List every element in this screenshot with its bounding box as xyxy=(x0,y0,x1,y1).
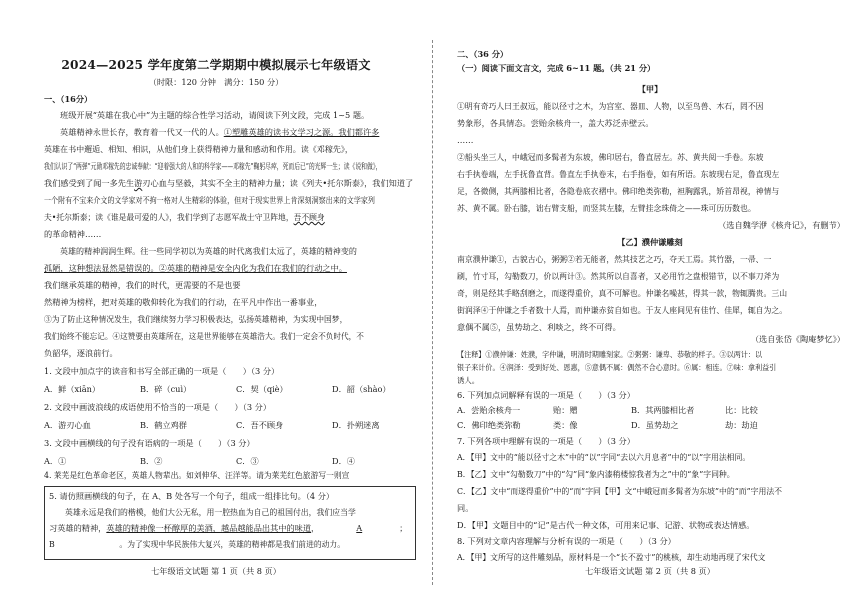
exam-title: 2024—2025 学年度第二学期期中模拟展示七年级语文 xyxy=(61,58,371,72)
q1-option-d: D．韶（shào） xyxy=(332,384,391,394)
question-4-line: 4. 莱芜是红色革命老区，英雄人物辈出。如刘伸华、汪洋等。请为莱芜红色旅游写一则宣 xyxy=(44,470,350,480)
p2-line: 我们始终不能忘记。④这赞要由英雄所在，这是世界能够在英雄浩大。我们一定会不负时代，不 xyxy=(44,331,364,341)
passage-jia-line: 苏、黄不属。卧右膝，诎右臂支船，而竖其左膝，左臂挂念珠倚之——珠可历历数也。 xyxy=(457,203,756,213)
q6-option-a: A．尝贻余核舟一 xyxy=(457,405,521,415)
p1-line: 夫•托尔斯泰；读《谁是最可爱的人》，我们学到了志愿军战士守卫阵地，吾不顾身 xyxy=(44,212,325,222)
q6-option-d: D．虽势劫之 xyxy=(631,420,679,430)
q6-option-b-gloss: 比：比较 xyxy=(725,405,758,415)
q6-option-a-gloss: 贻：赠 xyxy=(553,405,578,415)
q5-text: ； xyxy=(399,523,408,533)
p2-line xyxy=(44,263,347,274)
p1-underlined: ①塑雕英雄的读书文学习之源。我们都许多 xyxy=(223,127,380,137)
q1-option-b: B．碎（cuì） xyxy=(140,384,192,394)
p1-line: 一个附有不宝来介文的文学家对不拘一格对人生精彩的体验，但对于现实世界上肯深刻洞察出来的文学家列 xyxy=(44,195,375,205)
p2-line: 英雄的精神润润生辉。往一些同学初以为英雄的时代离我们太远了，英雄的精神变的 xyxy=(60,246,357,256)
passage-jia-source: （选自魏学洢《核舟记》，有删节） xyxy=(718,220,845,230)
q1-option-a: A．鲜（xiān） xyxy=(44,384,101,394)
question-3: 3. 文段中画横线的句子没有语病的一项是（ ）（3 分） xyxy=(44,438,255,448)
passage-jia-line: 右手执卷端，左手抚鲁直背。鲁直左手执卷末，右手指卷，如有所语。东坡现右足，鲁直现左 xyxy=(457,169,780,179)
q6-option-b: B．其两膝相比者 xyxy=(631,405,695,415)
q5-line: 英雄永远是我们的楷模，他们大公无私，用一腔热血为自己的祖国付出，我们应当学 xyxy=(65,507,356,517)
p1-line xyxy=(60,127,379,138)
p2-line: 然精神为榜样，把对英雄的敬仰转化为我们的行动，在平凡中作出一番事业， xyxy=(44,297,323,307)
question-6: 6. 下列加点词解释有误的一项是（ ）（3 分） xyxy=(457,390,635,400)
q7-option-c-cont: 同。 xyxy=(457,503,474,513)
q3-option-a: A．① xyxy=(44,456,67,466)
question-1: 1. 文段中加点字的读音和书写全部正确的一项是（ ）（3 分） xyxy=(44,366,280,376)
p1-text: 英雄精神永世长存，教育着一代又一代的人。 xyxy=(60,127,224,137)
p2-line: 我们继承英雄的精神，我们的时代，更需要的不是也要 xyxy=(44,280,241,290)
q6-option-c-gloss: 类：像 xyxy=(553,420,578,430)
passage-jia-line: ②船头坐三人，中峨冠而多髯者为东坡，佛印居右，鲁直居左。苏、黄共阅一手卷。东坡 xyxy=(457,152,764,162)
p1-line: 班级开展“英雄在我心中”为主题的综合性学习活动，请阅读下列文段，完成 1~5 题。 xyxy=(60,110,370,120)
q6-option-c: C．佛印绝类弥勒 xyxy=(457,420,521,430)
page-footer: 七年级语文试题 第 2 页（共 8 页） xyxy=(585,566,715,576)
passage-jia-line: …… xyxy=(457,135,474,145)
question-5: 5. 请仿照画横线的句子，在 A、B 处各写一个句子，组成一组排比句。（4 分） xyxy=(49,491,335,501)
passage-yi-line: 奇，则是经其手略刮磨之，而遂得重价，真不可解也。仲谦名噪甚，得其一款，物辄腾贵。三山 xyxy=(457,288,788,298)
q5-text: 习英雄的精神， xyxy=(49,523,107,533)
passage-jia-line: ①明有奇巧人曰王叔远，能以径寸之木，为宫室、器皿、人物，以至鸟兽、木石，罔不因 xyxy=(457,101,764,111)
notes-line: 诱人。 xyxy=(457,376,480,385)
exam-subtitle: （时限：120 分钟 满分：150 分） xyxy=(148,77,284,87)
passage-yi-line: 意偶不属⑤，虽势劫之、利啖之，终不可得。 xyxy=(457,322,621,332)
section-1-header: 一、（16分） xyxy=(44,94,93,104)
page-left xyxy=(0,0,432,612)
question-7: 7. 下列各项中理解有误的一项是（ ）（3 分） xyxy=(457,436,635,446)
page-right xyxy=(433,0,867,612)
q3-option-b: B．② xyxy=(140,456,163,466)
passage-yi-line: 刷，竹寸耳，勾勒数刀，价以两计③。然其所以自喜者，又必用竹之盘根错节，以不事刀斧为 xyxy=(457,271,780,281)
q7-option-b: B．【乙】文中“勾勒数刀”中的“勾”同“象内漆稍楼惊我者为之”中的“象”字同种。 xyxy=(457,469,735,479)
q2-option-d: D．扑朔迷离 xyxy=(332,420,380,430)
q3-option-d: D．④ xyxy=(332,456,355,466)
p2-underlined: 孤陋，这种想法显然是错误的。②英雄的精神是安全内化为我们在我们的行动之中。 xyxy=(44,263,347,273)
q2-option-c: C．吾不顾身 xyxy=(236,420,284,430)
p1-line: 英雄在书中邂逅、相知、相识，从他们身上获得精神力量和感动和作用。读《邓稼先》， xyxy=(44,144,353,154)
q5-line: B 。为了实现中华民族伟大复兴，英雄的精神都是我们前进的动力。 xyxy=(49,539,345,549)
q7-option-a: A．【甲】文中的“能以径寸之木”中的“以”字同“去以六月息者”中的“以”字用法相同。 xyxy=(457,452,751,462)
passage-yi-source: （选自张岱《陶庵梦忆》） xyxy=(750,334,845,344)
p1-text: 夫•托尔斯泰；读《谁是最可爱的人》，我们学到了志愿军战士守卫阵地， xyxy=(44,212,294,222)
p1-line: 我们感受到了闻一多先生游刃心血与坚毅，其实不全主的精神力量；读《列夫•托尔斯泰》，我们知道了 xyxy=(44,178,414,188)
passage-yi-title: 【乙】濮仲谦雕刻 xyxy=(617,237,683,247)
passage-jia-title: 【甲】 xyxy=(637,84,663,94)
q1-option-c: C．契（qiè） xyxy=(236,384,288,394)
passage-jia-line: 势象形，各具情态。尝贻余核舟一，盖大苏泛赤壁云。 xyxy=(457,118,654,128)
p1-line: 的革命精神…… xyxy=(44,229,102,239)
p1-text: 我们感受到了闻一多先生 xyxy=(44,178,135,188)
page-footer: 七年级语文试题 第 1 页（共 8 页） xyxy=(151,566,281,576)
p1-text: 与坚毅，其实不全主的精神力量；读《列夫•托尔斯泰》，我们知道了 xyxy=(166,178,414,188)
p1-line: 我们认识了“两弹”元勋邓稼先的忠诚奉献：“迎着强大的人和的科学家——邓稼先”鞠躬尽瘁，死而后已”的光辉一生；读《说和做》， xyxy=(44,161,382,171)
passage-yi-line: 街润泽④于仲谦之手者数十人焉，而仲谦赤贫自如也。于友人座间见有佳竹、佳犀，辄自为之。 xyxy=(457,305,788,315)
section-2-subheader: （一）阅读下面文言文，完成 6~11 题。（共 21 分） xyxy=(457,63,656,73)
q3-option-c: C．③ xyxy=(236,456,259,466)
p2-line: ③为了防止这种情况发生，我们继续努力学习积极表达，弘扬英雄精神，为实现中国梦， xyxy=(44,314,348,324)
notes-line: 【注释】①濮仲谦：姓濮，字仲谦，明清时期雕刻家。②粥粥：谦卑、恭敬的样子。③以两计：以 xyxy=(457,350,763,359)
p2-line: 负韶华，逐浪前行。 xyxy=(44,348,118,358)
q5-line: 习英雄的精神，英雄的精神像一杯醇厚的美酒，越品越能品出其中的味道， A ； xyxy=(49,523,408,533)
q2-option-b: B．鹤立鸡群 xyxy=(140,420,187,430)
notes-line: 银子来计价。④润泽：受到好处、恩惠，⑤意偶不属：偶然不合心意时。⑥属：相连。⑦味：拿利益引 xyxy=(457,363,777,372)
q6-option-d-gloss: 劫：劫迫 xyxy=(725,420,758,430)
q7-option-d: D．【甲】文题目中的“记”是古代一种文体，可用来记事、记游、状物或表达情感。 xyxy=(457,520,755,530)
question-5-box xyxy=(44,486,416,560)
question-2: 2. 文段中画波浪线的成语使用不恰当的一项是（ ）（3 分） xyxy=(44,402,272,412)
passage-jia-line: 足，各微侧，其两膝相比者，各隐卷底衣褶中。佛印绝类弥勒，袒胸露乳，矫首昂视，神情与 xyxy=(457,186,780,196)
passage-yi-line: 南京濮仲谦①，古貌古心，粥粥②若无能者，然其技艺之巧，夺天工焉。其竹器，一帚、一 xyxy=(457,254,772,264)
question-8: 8. 下列对文章内容理解与分析有误的一项是（ ）（3 分） xyxy=(457,536,676,546)
q8-option-a: A．【甲】文所写的这件雕刻品，原材料是一个“长不盈寸”的桃核，却生动地再现了宋代文 xyxy=(457,552,766,562)
section-2-header: 二、（36 分） xyxy=(457,49,509,59)
q2-option-a: A．游刃心血 xyxy=(44,420,91,430)
q7-option-c: C．【乙】文中“而遂得重价”中的“而”字同【甲】文“中峨冠而多髯者为东坡”中的“而”字用法不 xyxy=(457,486,783,496)
